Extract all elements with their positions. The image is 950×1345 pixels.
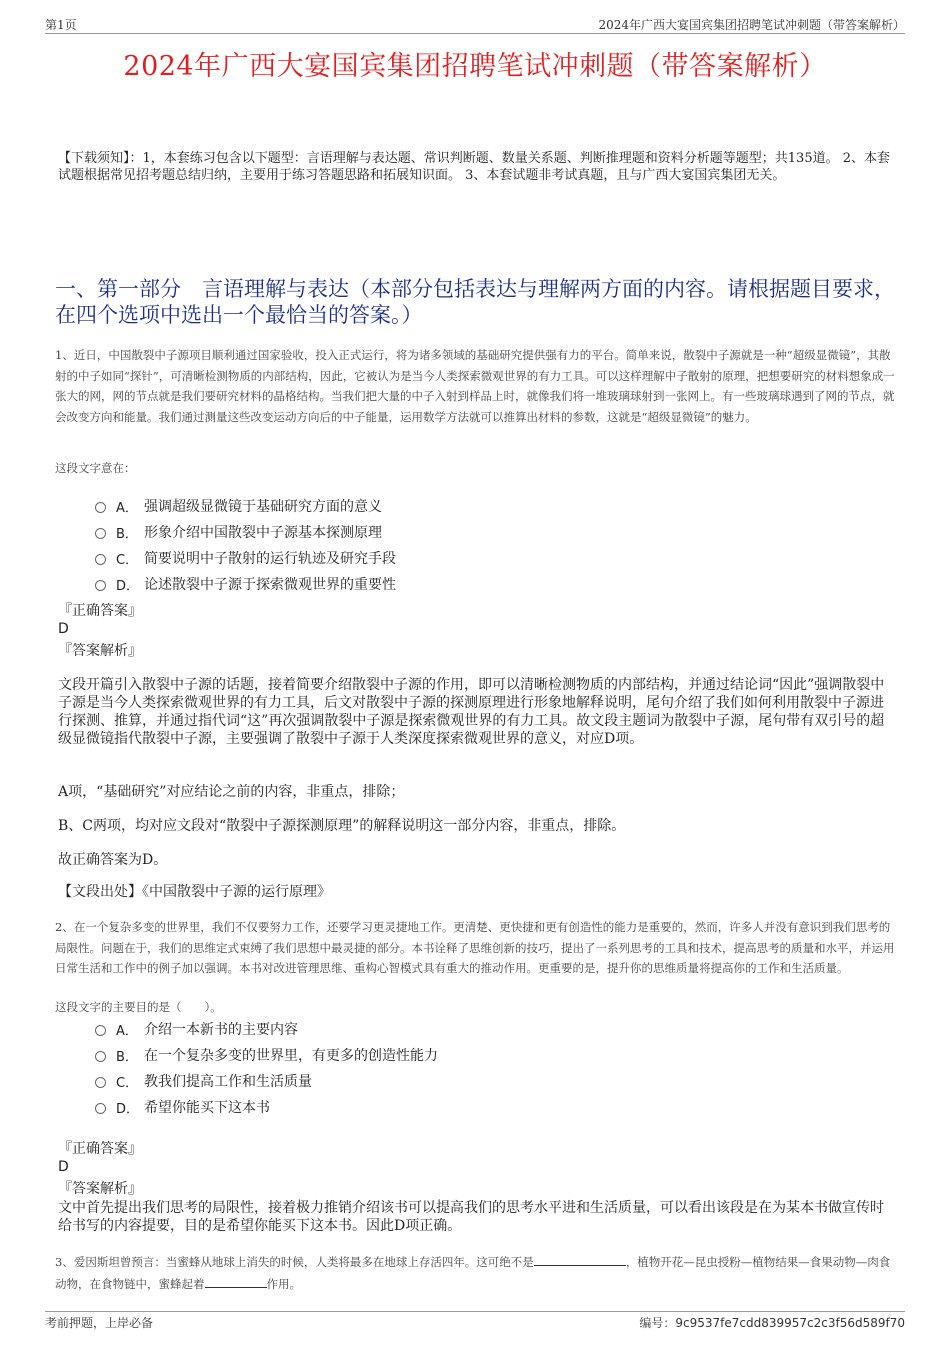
fill-blank-1[interactable]	[534, 1251, 626, 1266]
question-1-stem: 1、近日，中国散裂中子源项目顺利通过国家验收，投入正式运行，将为诸多领域的基础研究提供强有力的平台。简单来说，散裂中子源就是一种“超级显微镜”，其散射的中子如同“探针”，可清晰检测物质的内部结构，因此，它被认为是当今人类探索微观世界的有力工具。可以这样理解中子散射的原理，把想要研究的材料想象成一张大的网，网的节点就是我们要研究材料的晶格结构。当我们把大量的中子入射到样品上时，就像我们将一堆玻璃球射到一张网上。有一些玻璃球遇到了网的节点，就会改变方向和能量。我们通过测量这些改变运动方向后的中子能量，运用数学方法就可以推算出材料的参数，这就是“超级显微镜”的魅力。	[55, 348, 895, 424]
analysis-text: 文段开篇引入散裂中子源的话题，接着简要介绍散裂中子源的作用，即可以清晰检测物质的内部结构，并通过结论词“因此”强调散裂中子源是当今人类探索微观世界的有力工具，后文对散裂中子源的探测原理进行形象地解释说明，尾句介绍了我们如何利用散裂中子源进行探测、推算，并通过指代词“这”再次强调散裂中子源是探索微观世界的有力工具。故文段主题词为散裂中子源，尾句带有双引号的超级显微镜指代散裂中子源，主要强调了散裂中子源于人类深度探索微观世界的意义，对应D项。	[58, 677, 885, 747]
option-d[interactable]: D． 希望你能买下这本书	[95, 1094, 595, 1120]
radio-icon[interactable]	[95, 528, 106, 539]
option-b[interactable]: B． 在一个复杂多变的世界里，有更多的创造性能力	[95, 1042, 595, 1068]
analysis-label: 『答案解析』	[58, 643, 142, 659]
footer-rule	[45, 1311, 905, 1312]
question-2-prompt: 这段文字的主要目的是（ ）。	[55, 1000, 222, 1014]
fill-blank-2[interactable]	[205, 1273, 267, 1288]
option-c[interactable]: C． 教我们提高工作和生活质量	[95, 1068, 595, 1094]
analysis-label: 『答案解析』	[58, 1181, 142, 1197]
question-2-stem: 2、在一个复杂多变的世界里，我们不仅要努力工作，还要学习更灵捷地工作。更清楚、更快捷和更有创造性的能力是重要的，然而，许多人并没有意识到我们思考的局限性。问题在于，我们的思维定式束缚了我们思想中最灵捷的部分。本书诠释了思维创新的技巧，提出了一系列思考的工具和技术，提高思考的质量和水平，并运用日常生活和工作中的例子加以强调。本书对改进管理思维、重构心智模式具有重大的推动作用。更重要的是，提升你的思维质量将提高你的工作和生活质量。	[55, 920, 895, 975]
question-3-stem: 3、爱因斯坦曾预言：当蜜蜂从地球上消失的时候，人类将最多在地球上存活四年。这可绝不是 ，植物开花—昆虫授粉—植物结果—食果动物—肉食动物，在食物链中，蜜蜂起着 作用。	[55, 1251, 900, 1294]
radio-icon[interactable]	[95, 1103, 106, 1114]
section-heading: 一、第一部分 言语理解与表达（本部分包括表达与理解两方面的内容。请根据题目要求，在四个选项中选出一个最恰当的答案。）	[55, 277, 895, 327]
option-a[interactable]: A． 介绍一本新书的主要内容	[95, 1016, 595, 1042]
analysis-text: 文中首先提出我们思考的局限性，接着极力推销介绍该书可以提高我们的思考水平进和生活质量，可以看出该段是在为某本书做宣传时给书写的内容提要，目的是希望你能买下这本书。因此D项正确。	[58, 1200, 884, 1234]
header-rule	[45, 33, 905, 34]
question-1-options	[95, 493, 595, 597]
passage-source: 【文段出处】《中国散裂中子源的运行原理》	[58, 884, 331, 900]
analysis-conclusion: 故正确答案为D。	[58, 852, 168, 868]
question-2-options	[95, 1016, 595, 1120]
radio-icon[interactable]	[95, 554, 106, 565]
correct-answer-label: 『正确答案』	[58, 1141, 142, 1157]
analysis-note-bc: B、C两项，均对应文段对“散裂中子源探测原理”的解释说明这一部分内容，非重点，排除。	[58, 818, 626, 834]
download-notice: 【下载须知】：1，本套练习包含以下题型：言语理解与表达题、常识判断题、数量关系题、判断推理题和资料分析题等题型；共135道。 2、本套试题根据常见招考题总结归纳，主要用于练习答题思路和拓展知识面。 3、本套试题非考试真题，且与广西大宴国宾集团无关。	[58, 151, 890, 183]
correct-answer: D	[58, 621, 69, 637]
page-number: 第1页	[45, 18, 77, 32]
radio-icon[interactable]	[95, 1025, 106, 1036]
option-b[interactable]: B． 形象介绍中国散裂中子源基本探测原理	[95, 519, 595, 545]
document-title: 2024年广西大宴国宾集团招聘笔试冲刺题（带答案解析）	[123, 51, 827, 82]
footer-slogan: 考前押题，上岸必备	[45, 1316, 154, 1330]
option-a[interactable]: A． 强调超级显微镜于基础研究方面的意义	[95, 493, 595, 519]
radio-icon[interactable]	[95, 1051, 106, 1062]
radio-icon[interactable]	[95, 1077, 106, 1088]
analysis-note-a: A项，“基础研究”对应结论之前的内容，非重点，排除；	[58, 784, 405, 800]
radio-icon[interactable]	[95, 502, 106, 513]
option-c[interactable]: C． 简要说明中子散射的运行轨迹及研究手段	[95, 545, 595, 571]
correct-answer-label: 『正确答案』	[58, 603, 142, 619]
running-header-title: 2024年广西大宴国宾集团招聘笔试冲刺题（带答案解析）	[598, 18, 905, 32]
correct-answer: D	[58, 1159, 69, 1175]
document-code: 编号：9c9537fe7cdd839957c2c3f56d589f70	[639, 1316, 905, 1330]
radio-icon[interactable]	[95, 580, 106, 591]
option-d[interactable]: D． 论述散裂中子源于探索微观世界的重要性	[95, 571, 595, 597]
question-1-prompt: 这段文字意在：	[55, 461, 136, 475]
